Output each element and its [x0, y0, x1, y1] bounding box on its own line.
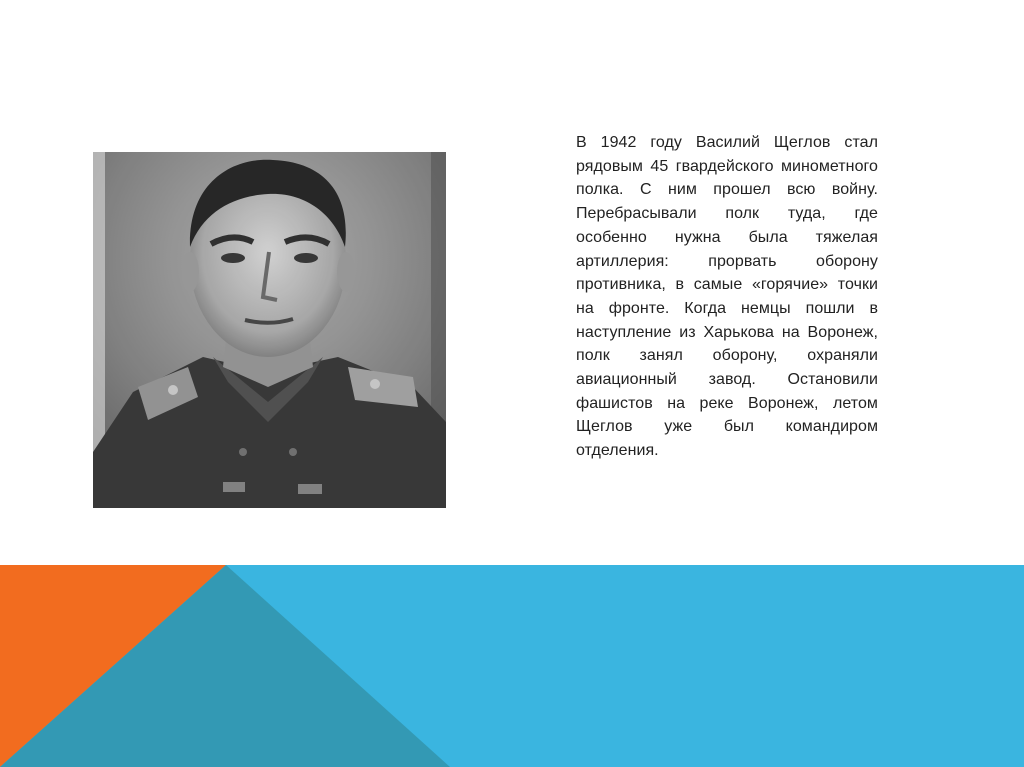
portrait-photo — [93, 152, 446, 508]
decorative-band — [0, 565, 1024, 767]
biography-text: В 1942 году Василий Щеглов стал рядовым 45 гвардейского минометного полка. С ним прошел всю войну. Перебрасывали полк туда, где особенно нужна была тяжелая артиллерия: прорвать оборону противника, в самые «горячие» точки на фронте. Когда немцы пошли в наступление из Харькова на Воронеж, полк занял оборону, охраняли авиационный завод. Остановили фашистов на реке Воронеж, летом Щеглов уже был командиром отделения. — [576, 134, 878, 460]
